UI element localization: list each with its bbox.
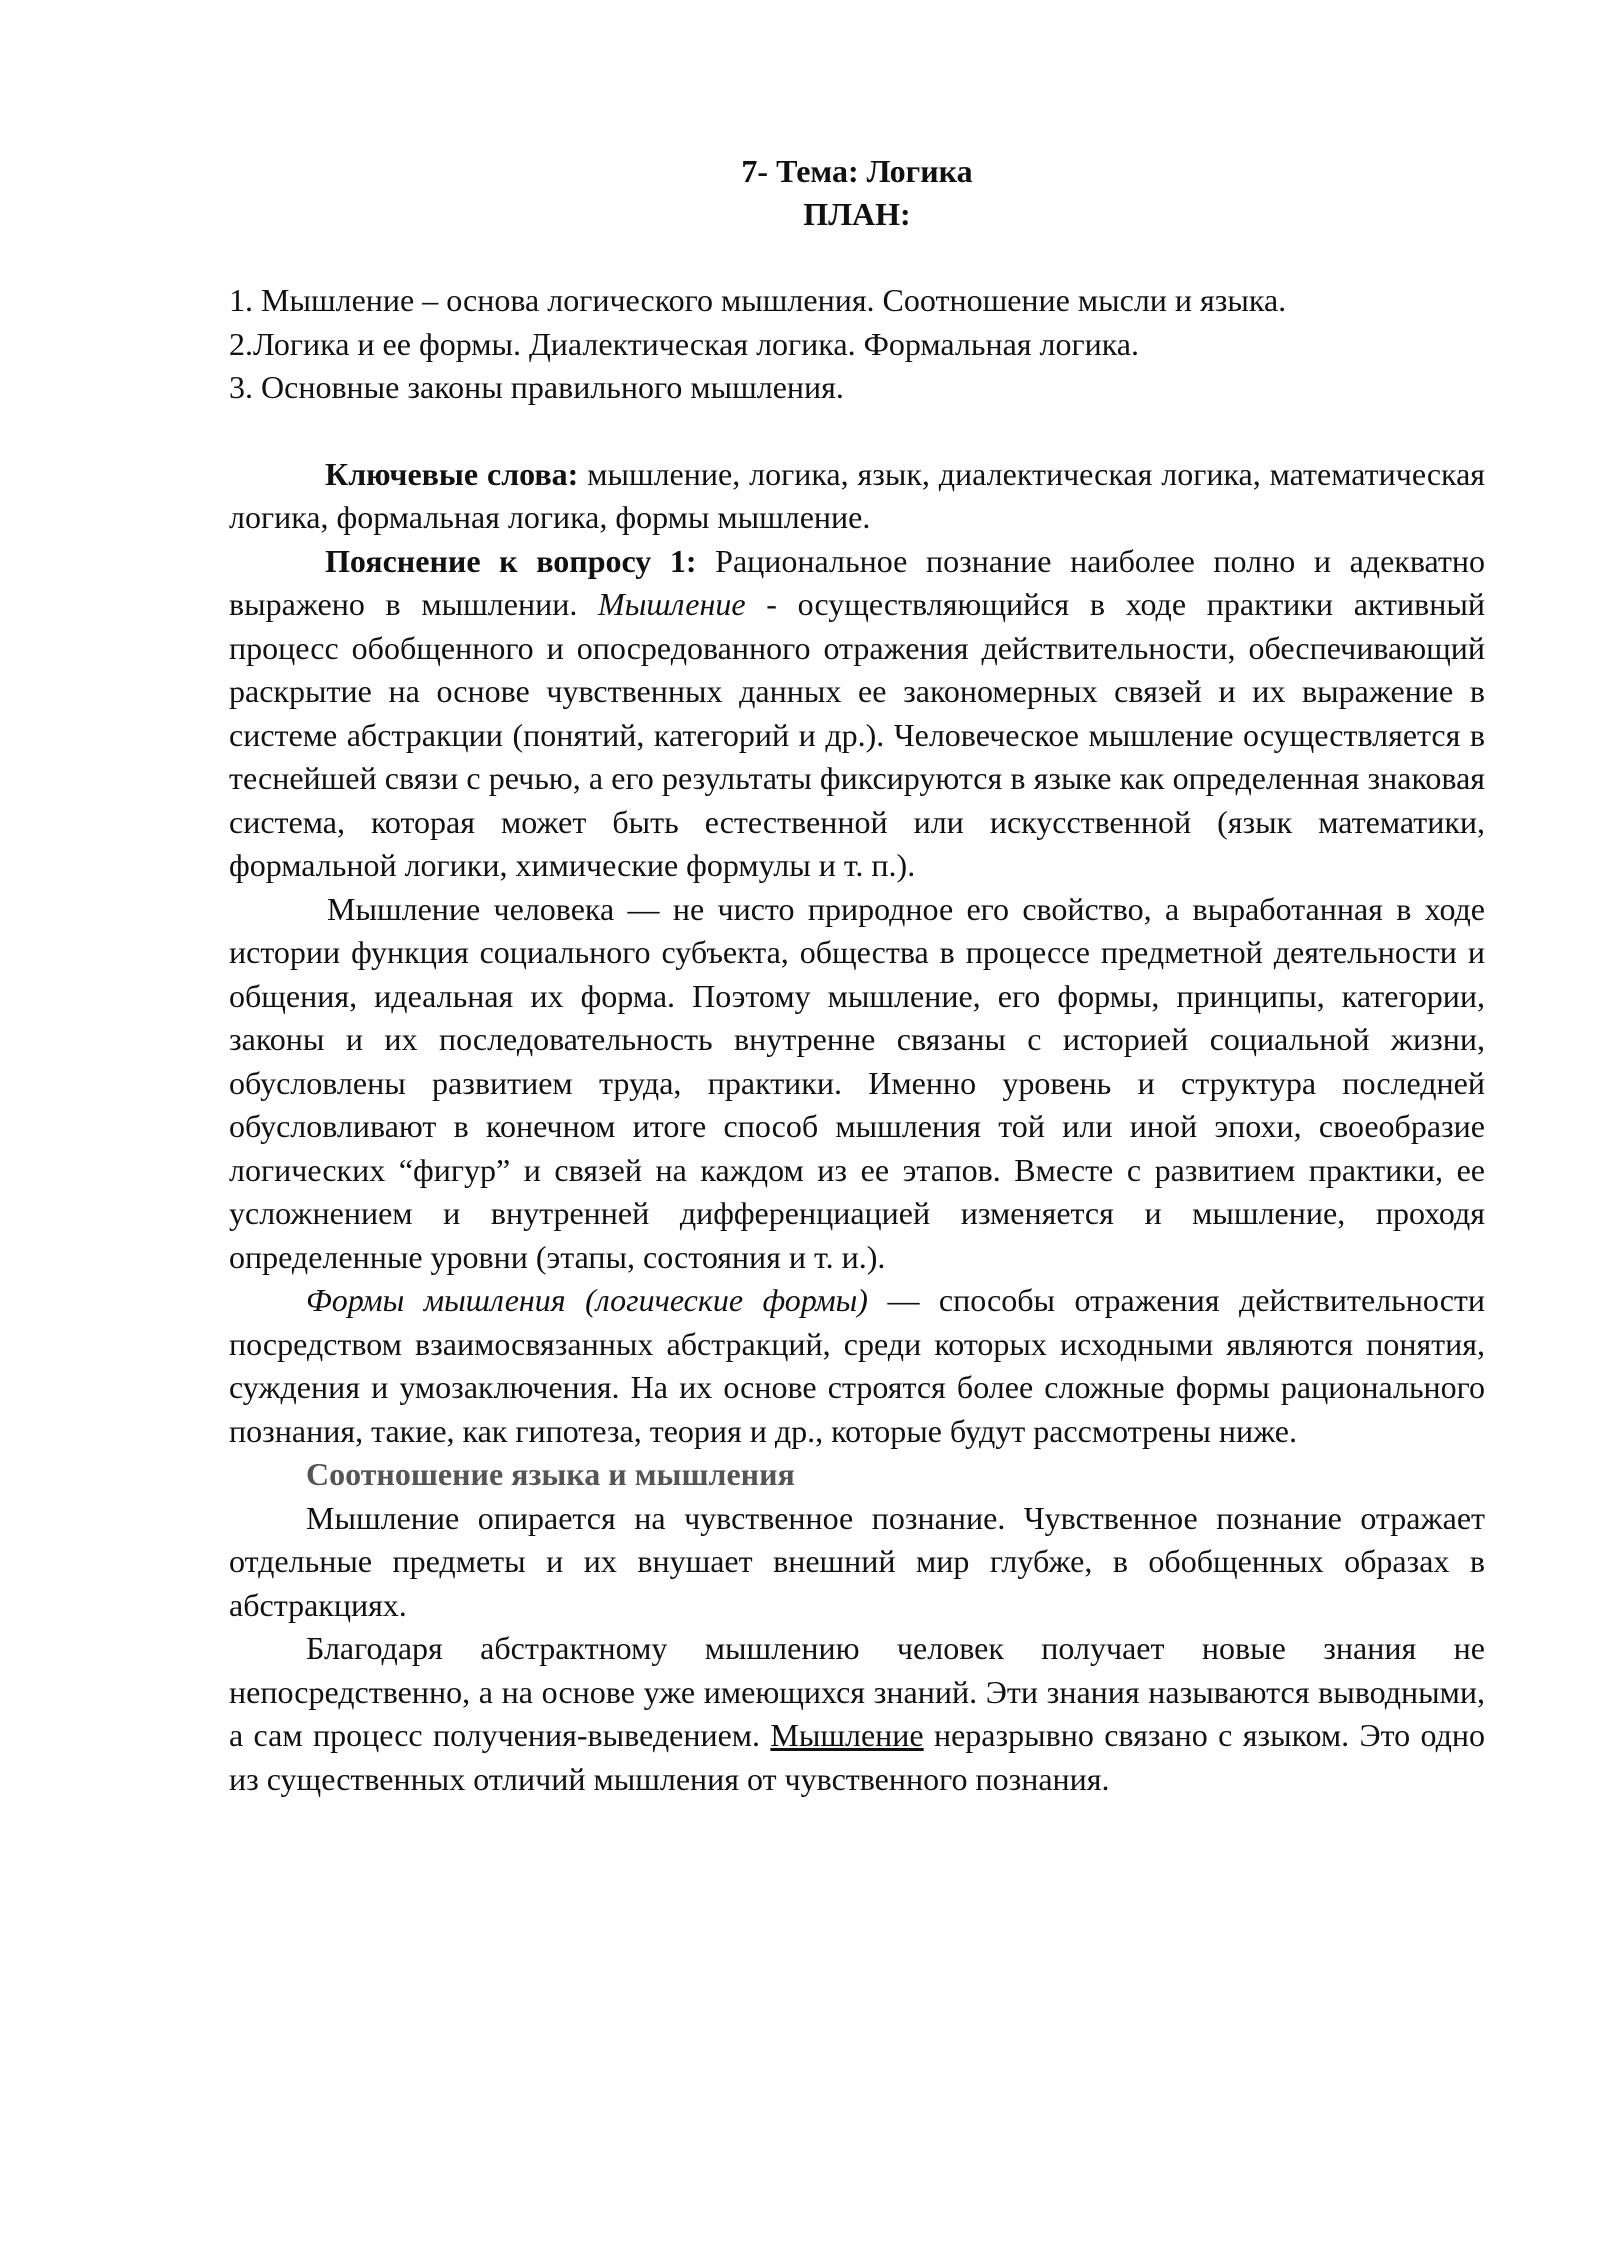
keywords-paragraph [229, 453, 1485, 540]
sensory-paragraph: Мышление опирается на чувственное познание. Чувственное познание отражает отдельные предметы и их внушает внешний мир глубже, в обобщенных образах в абстракциях. [229, 1499, 1485, 1623]
document-title: 7- Тема: Логика [741, 153, 973, 189]
abstract-text-after: неразрывно связано с языком. Это одно из существенных отличий мышления от чувственного познания. [229, 1717, 1486, 1797]
section-heading: Соотношение языка и мышления [306, 1456, 795, 1492]
plan-list [229, 279, 1485, 410]
plan-heading: ПЛАН: [803, 196, 911, 232]
social-paragraph: Мышление человека — не чисто природное его свойство, а выработанная в ходе истории функция социального субъекта, общества в процессе предметной деятельности и общения, идеальная их форма. Поэтому мышление, его формы, принципы, категории, законы и их последовательность внутренне связаны с историей социальной жизни, обусловлены развитием труда, практики. Именно уровень и структура последней обусловливают в конечном итоге способ мышления той или иной эпохи, своеобразие логических “фигур” и связей на каждом из ее этапов. Вместе с развитием практики, ее усложнением и внутренней дифференциацией изменяется и мышление, проходя определенные уровни (этапы, состояния и т. и.). [229, 890, 1485, 1275]
keywords-label: Ключевые слова: [325, 455, 579, 492]
explanation-text-after: - осуществляющийся в ходе практики активный процесс обобщенного и опосредованного отражения действительности, обеспечивающий раскрытие на основе чувственных данных ее закономерных связей и их выражение в системе абстракции (понятий, категорий и др.). Человеческое мышление осуществляется в теснейшей связи с речью, а его результаты фиксируются в языке как определенная знаковая система, которая может быть естественной или искусственной (язык математики, формальной логики, химические формулы и т. п.). [229, 586, 1485, 883]
abstract-text-before: Благодаря абстрактному мышлению человек получает новые знания не непосредственно, а на основе уже имеющихся знаний. Эти знания называются выводными, а сам процесс получения-выведением. [229, 1630, 1485, 1753]
explanation-text-before: Рациональное познание наиболее полно и адекватно выражено в мышлении. [229, 542, 1486, 622]
forms-italic-term: Формы мышления (логические формы) [306, 1282, 868, 1318]
explanation-paragraph [229, 540, 1485, 888]
plan-item-2: 2.Логика и ее формы. Диалектическая логика. Формальная логика. [229, 325, 1139, 362]
keywords-text: мышление, логика, язык, диалектическая логика, математическая логика, формальная логика, формы мышление. [229, 455, 1485, 535]
document-body [229, 150, 1485, 1801]
plan-item-1: 1. Мышление – основа логического мышления. Соотношение мысли и языка. [229, 282, 1287, 318]
forms-text: — способы отражения действительности посредством взаимосвязанных абстракций, среди которых исходными являются понятия, суждения и умозаключения. На их основе строятся более сложные формы рационального познания, такие, как гипотеза, теория и др., которые будут рассмотрены ниже. [229, 1282, 1486, 1449]
abstract-paragraph [229, 1627, 1485, 1801]
explanation-italic-term: Мышление [598, 586, 746, 622]
explanation-label: Пояснение к вопросу 1: [325, 542, 697, 579]
spacer [229, 410, 1485, 453]
abstract-underlined-term: Мышление [770, 1717, 924, 1753]
forms-paragraph [229, 1279, 1485, 1453]
plan-item-3: 3. Основные законы правильного мышления. [229, 369, 844, 405]
